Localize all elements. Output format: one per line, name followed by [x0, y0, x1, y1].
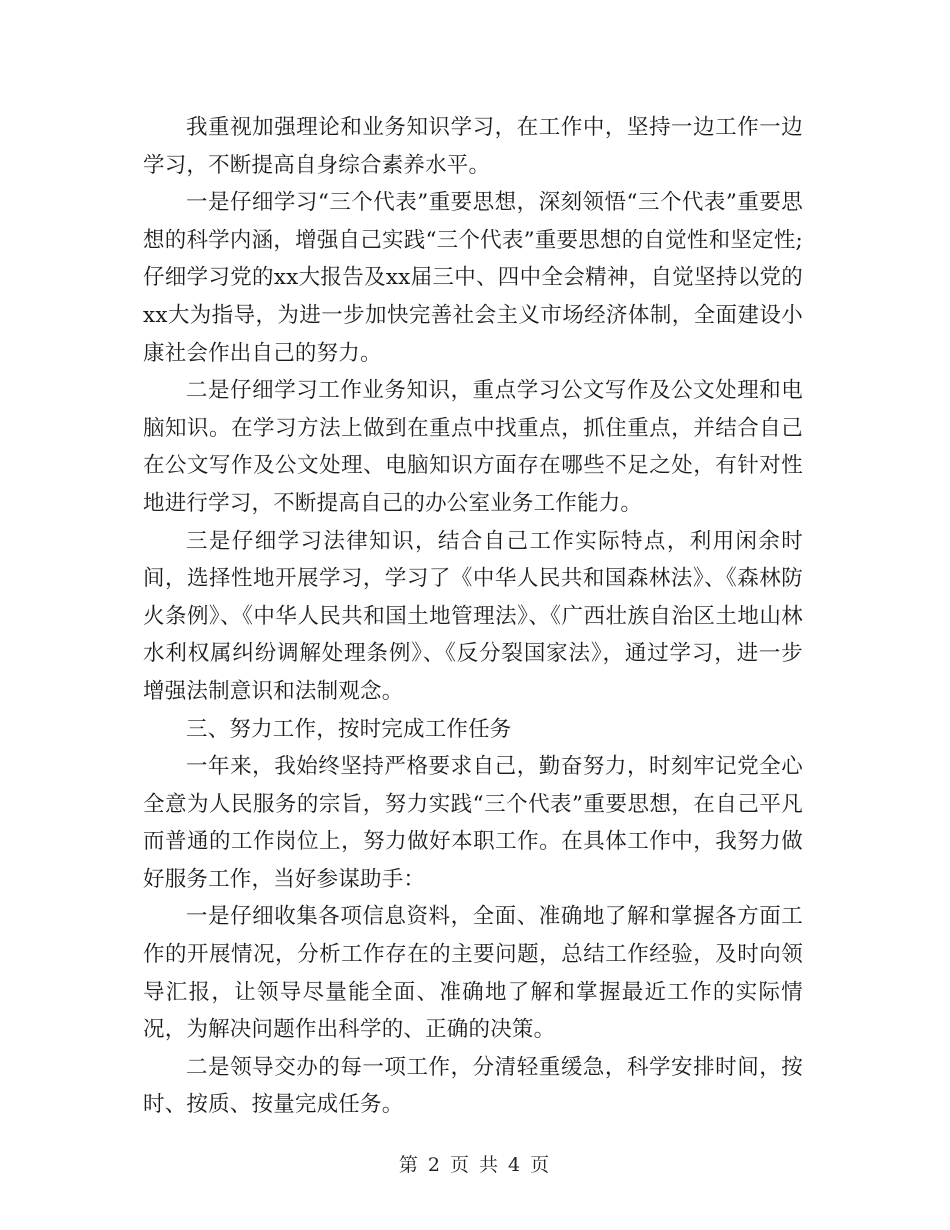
- paragraph-work-tasks: 二是领导交办的每一项工作，分清轻重缓急，科学安排时间，按时、按质、按量完成任务。: [143, 1054, 803, 1118]
- paragraph-study-business: 二是仔细学习工作业务知识，重点学习公文写作及公文处理和电脑知识。在学习方法上做到在重点中找重点，抓住重点，并结合自己在公文写作及公文处理、电脑知识方面存在哪些不足之处，有针对性地进行学习，不断提高自己的办公室业务工作能力。: [143, 378, 803, 516]
- section-heading-work: 三、努力工作，按时完成工作任务: [186, 716, 512, 742]
- paragraph-study-theory: 一是仔细学习“三个代表”重要思想，深刻领悟“三个代表”重要思想的科学内涵，增强自己实践“三个代表”重要思想的自觉性和坚定性;仔细学习党的xx大报告及xx届三中、四中全会精神，自觉坚持以党的xx大为指导，为进一步加快完善社会主义市场经济体制，全面建设小康社会作出自己的努力。: [143, 190, 803, 366]
- paragraph-study-intro: 我重视加强理论和业务知识学习，在工作中，坚持一边工作一边学习，不断提高自身综合素养水平。: [143, 115, 803, 178]
- paragraph-work-summary: 一年来，我始终坚持严格要求自己，勤奋努力，时刻牢记党全心全意为人民服务的宗旨，努力实践“三个代表”重要思想，在自己平凡而普通的工作岗位上，努力做好本职工作。在具体工作中，我努力做好服务工作，当好参谋助手：: [143, 754, 803, 892]
- paragraph-work-information: 一是仔细收集各项信息资料，全面、准确地了解和掌握各方面工作的开展情况，分析工作存在的主要问题，总结工作经验，及时向领导汇报，让领导尽量能全面、准确地了解和掌握最近工作的实际情况，为解决问题作出科学的、正确的决策。: [143, 904, 803, 1043]
- document-body: [143, 109, 803, 1124]
- page-number-footer: 第 2 页 共 4 页: [398, 1154, 552, 1176]
- paragraph-study-law: 三是仔细学习法律知识，结合自己工作实际特点，利用闲余时间，选择性地开展学习，学习了《中华人民共和国森林法》、《森林防火条例》、《中华人民共和国土地管理法》、《广西壮族自治区土地山林水利权属纠纷调解处理条例》、《反分裂国家法》，通过学习，进一步增强法制意识和法制观念。: [143, 528, 803, 704]
